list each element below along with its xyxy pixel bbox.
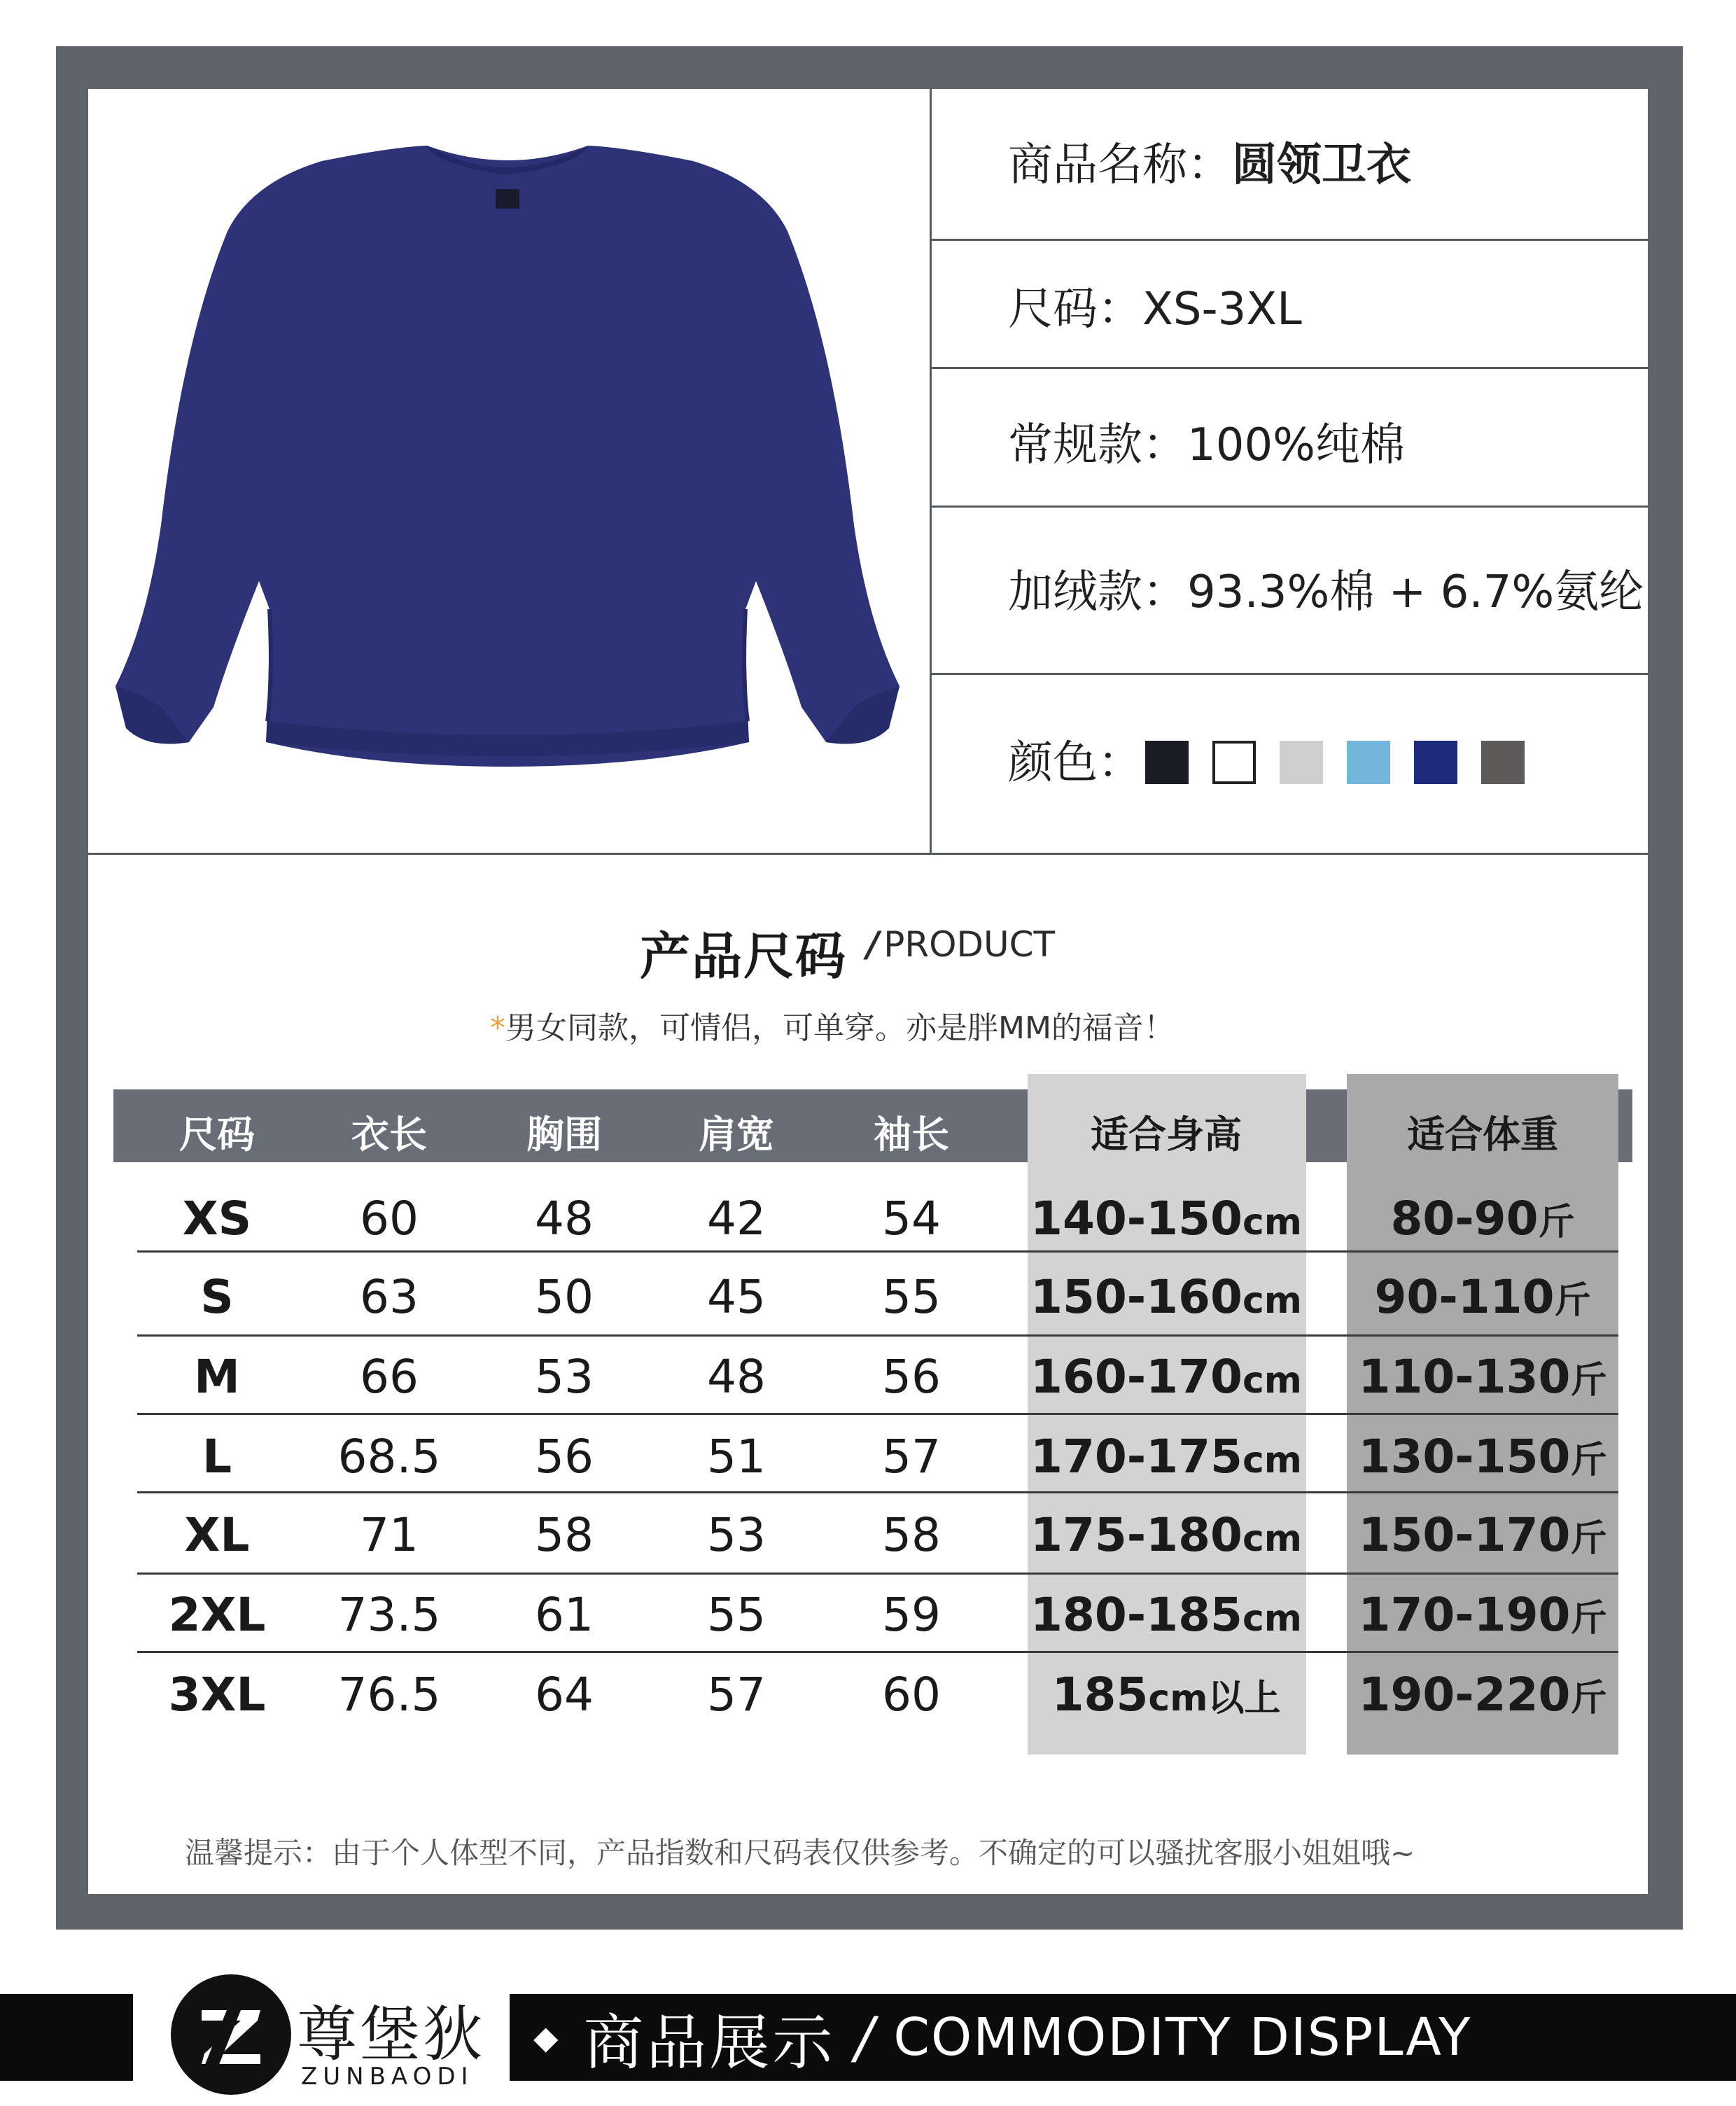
- table-row-divider: [137, 1572, 1618, 1575]
- table-cell-shoulder: 57: [707, 1668, 766, 1722]
- weight-unit: 斤: [1570, 1518, 1607, 1560]
- table-cell-height: [1026, 1350, 1306, 1404]
- table-header-cell: 适合体重: [1407, 1113, 1558, 1157]
- color-swatches: [1145, 741, 1525, 784]
- table-cell-chest: 58: [535, 1508, 594, 1562]
- table-cell-length: 71: [360, 1508, 419, 1562]
- regular-material-value: 100%纯棉: [1187, 419, 1405, 471]
- size-range-label: 尺码：: [1008, 284, 1142, 335]
- size-range-row: [1008, 284, 1302, 335]
- table-row-divider: [137, 1413, 1618, 1415]
- info-divider: [930, 89, 932, 854]
- table-cell-shoulder: 48: [707, 1350, 766, 1404]
- table-cell-sleeve: 55: [882, 1270, 941, 1324]
- footer-title-cn: 商品展示: [583, 2008, 836, 2078]
- table-cell-sleeve: 58: [882, 1508, 941, 1562]
- height-unit: cm: [1242, 1518, 1302, 1560]
- color-swatch: [1280, 741, 1323, 784]
- height-unit: cm以上: [1148, 1678, 1281, 1720]
- table-cell-size: XL: [184, 1508, 250, 1562]
- height-unit: cm: [1242, 1201, 1302, 1243]
- footer-separator: /: [855, 2004, 874, 2070]
- brand-name-en: ZUNBAODI: [301, 2063, 474, 2091]
- table-cell-weight: [1343, 1270, 1623, 1324]
- table-cell-size: 2XL: [168, 1588, 266, 1642]
- footer-left-bar: [0, 1994, 133, 2081]
- fleece-material-value: 93.3%棉 + 6.7%氨纶: [1187, 566, 1644, 618]
- table-cell-height: [1026, 1588, 1306, 1642]
- weight-value: 190-220: [1358, 1668, 1571, 1722]
- size-section-subtitle: [867, 924, 1055, 965]
- table-cell-length: 76.5: [337, 1668, 441, 1722]
- section-slash: /: [867, 924, 880, 965]
- fleece-material-label: 加绒款：: [1008, 566, 1187, 618]
- table-header-cell: 胸围: [526, 1113, 602, 1157]
- weight-unit: 斤: [1570, 1439, 1607, 1481]
- table-cell-sleeve: 59: [882, 1588, 941, 1642]
- color-swatch: [1414, 741, 1457, 784]
- table-header-cell: 袖长: [874, 1113, 949, 1157]
- size-range-value: XS-3XL: [1142, 284, 1302, 335]
- weight-unit: 斤: [1554, 1280, 1591, 1322]
- height-value: 185: [1051, 1668, 1149, 1722]
- table-cell-chest: 48: [535, 1192, 594, 1246]
- table-cell-chest: 53: [535, 1350, 594, 1404]
- weight-unit: 斤: [1538, 1201, 1575, 1243]
- table-cell-shoulder: 42: [707, 1192, 766, 1246]
- table-row-divider: [137, 1491, 1618, 1493]
- table-cell-weight: [1343, 1508, 1623, 1562]
- table-row-divider: [137, 1651, 1618, 1653]
- weight-value: 90-110: [1374, 1270, 1555, 1324]
- table-cell-chest: 64: [535, 1668, 594, 1722]
- height-unit: cm: [1242, 1439, 1302, 1481]
- table-cell-shoulder: 55: [707, 1588, 766, 1642]
- weight-value: 80-90: [1390, 1192, 1539, 1246]
- table-cell-height: [1026, 1192, 1306, 1246]
- regular-material-row: [1008, 419, 1405, 471]
- height-value: 140-150: [1030, 1192, 1242, 1246]
- info-row-line: [932, 673, 1648, 675]
- color-swatch: [1145, 741, 1189, 784]
- size-note: [490, 1003, 1175, 1047]
- size-section-title: 产品尺码: [640, 927, 848, 986]
- diamond-icon: ◆: [533, 2018, 559, 2056]
- info-row-line: [932, 505, 1648, 508]
- color-label: 颜色：: [1008, 737, 1142, 789]
- note-text: 男女同款，可情侣，可单穿。亦是胖MM的福音！: [505, 1010, 1175, 1046]
- weight-value: 110-130: [1358, 1350, 1571, 1404]
- table-cell-chest: 61: [535, 1588, 594, 1642]
- table-cell-size: XS: [182, 1192, 252, 1246]
- table-cell-length: 60: [360, 1192, 419, 1246]
- footer-title-en: COMMODITY DISPLAY: [893, 2007, 1472, 2067]
- table-cell-height: [1026, 1508, 1306, 1562]
- table-row-divider: [137, 1250, 1618, 1253]
- note-star: *: [490, 1010, 505, 1046]
- table-row-divider: [137, 1334, 1618, 1337]
- table-cell-chest: 56: [535, 1430, 594, 1484]
- color-swatch: [1481, 741, 1525, 784]
- table-cell-size: L: [202, 1430, 232, 1484]
- table-cell-shoulder: 45: [707, 1270, 766, 1324]
- regular-material-label: 常规款：: [1008, 419, 1187, 471]
- weight-value: 150-170: [1358, 1508, 1571, 1562]
- table-cell-shoulder: 51: [707, 1430, 766, 1484]
- product-name-value: 圆领卫衣: [1232, 139, 1411, 191]
- table-cell-weight: [1343, 1350, 1623, 1404]
- weight-unit: 斤: [1570, 1598, 1607, 1640]
- table-cell-size: S: [200, 1270, 234, 1324]
- sweatshirt-body: [115, 146, 899, 767]
- height-unit: cm: [1242, 1360, 1302, 1402]
- product-name-label: 商品名称：: [1008, 139, 1232, 191]
- table-cell-sleeve: 60: [882, 1668, 941, 1722]
- table-cell-size: 3XL: [168, 1668, 266, 1722]
- color-swatch: [1212, 741, 1256, 784]
- table-cell-chest: 50: [535, 1270, 594, 1324]
- table-header-cell: 肩宽: [699, 1113, 774, 1157]
- table-cell-weight: [1343, 1192, 1623, 1246]
- fleece-material-row: [1008, 566, 1644, 618]
- brand-logo: [168, 1972, 294, 2098]
- table-cell-height: [1026, 1430, 1306, 1484]
- info-row-line: [932, 239, 1648, 241]
- footer-display-bar: [510, 1994, 1736, 2081]
- sweatshirt-label: [496, 189, 519, 209]
- brand-name-cn: 尊堡狄: [297, 2000, 486, 2070]
- table-cell-sleeve: 54: [882, 1192, 941, 1246]
- height-value: 170-175: [1030, 1430, 1242, 1484]
- table-cell-length: 73.5: [337, 1588, 441, 1642]
- table-cell-length: 68.5: [337, 1430, 441, 1484]
- table-cell-height: [1026, 1270, 1306, 1324]
- product-name-row: [1008, 139, 1411, 191]
- table-cell-weight: [1343, 1430, 1623, 1484]
- height-value: 160-170: [1030, 1350, 1242, 1404]
- table-cell-length: 66: [360, 1350, 419, 1404]
- table-header-cell: 适合身高: [1091, 1113, 1242, 1157]
- section-sub-text: PRODUCT: [883, 924, 1056, 965]
- sweatshirt-image: [112, 133, 903, 791]
- weight-value: 130-150: [1358, 1430, 1571, 1484]
- weight-value: 170-190: [1358, 1588, 1571, 1642]
- table-cell-shoulder: 53: [707, 1508, 766, 1562]
- table-cell-sleeve: 56: [882, 1350, 941, 1404]
- weight-unit: 斤: [1570, 1678, 1607, 1720]
- color-row: [1008, 737, 1142, 789]
- table-cell-weight: [1343, 1588, 1623, 1642]
- color-swatch: [1347, 741, 1390, 784]
- height-value: 175-180: [1030, 1508, 1242, 1562]
- table-cell-sleeve: 57: [882, 1430, 941, 1484]
- height-value: 180-185: [1030, 1588, 1242, 1642]
- height-value: 150-160: [1030, 1270, 1242, 1324]
- size-tip: 温馨提示：由于个人体型不同，产品指数和尺码表仅供参考。不确定的可以骚扰客服小姐姐哦~: [185, 1836, 1415, 1870]
- table-cell-height: [1026, 1668, 1306, 1722]
- height-unit: cm: [1242, 1280, 1302, 1322]
- table-cell-size: M: [194, 1350, 240, 1404]
- info-row-line: [932, 367, 1648, 369]
- weight-unit: 斤: [1570, 1360, 1607, 1402]
- table-header-cell: 衣长: [351, 1113, 427, 1157]
- table-header-cell: 尺码: [179, 1113, 255, 1157]
- section-divider: [88, 853, 1648, 855]
- table-cell-length: 63: [360, 1270, 419, 1324]
- table-cell-weight: [1343, 1668, 1623, 1722]
- height-unit: cm: [1242, 1598, 1302, 1640]
